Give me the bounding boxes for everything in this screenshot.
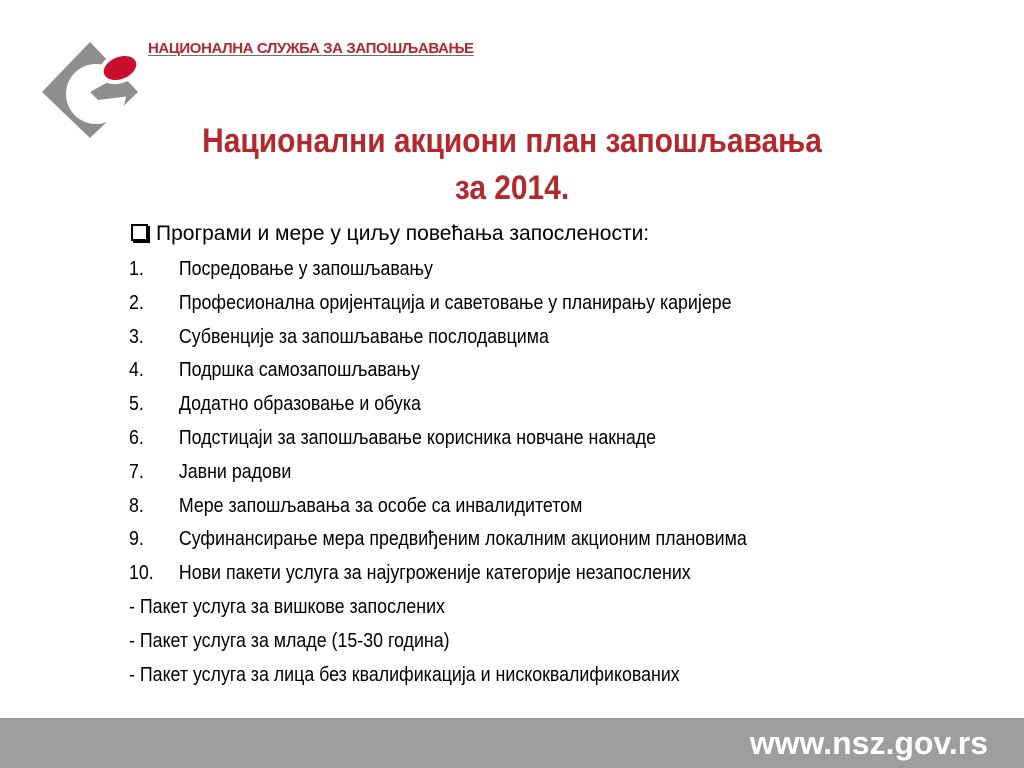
item-number: 10. <box>129 562 154 585</box>
website-link[interactable]: www.nsz.gov.rs <box>749 725 988 761</box>
programs-heading-text: Програми и мере у циљу повећања запослености: <box>156 222 650 245</box>
list-item <box>129 523 747 557</box>
list-item <box>129 557 747 591</box>
item-text: Посредовање у запошљавању <box>178 258 433 280</box>
item-text: Подстицаји за запошљавање корисника новчане накнаде <box>178 426 657 449</box>
footer-bar <box>0 718 1024 768</box>
item-text: Подршка самозапошљавању <box>178 359 420 382</box>
org-name: НАЦИОНАЛНА СЛУЖБА ЗА ЗАПОШЉАВАЊЕ <box>148 40 474 57</box>
item-text: Јавни радови <box>178 460 292 483</box>
title-line-1: Национални акциони план запошљавања <box>202 122 822 160</box>
list-item <box>129 287 747 321</box>
list-item <box>129 253 747 287</box>
item-number: 9. <box>129 528 144 551</box>
list-item <box>129 388 747 422</box>
item-number: 2. <box>129 291 144 314</box>
item-number: 1. <box>129 258 144 280</box>
item-number: 3. <box>129 325 144 348</box>
package-item: - Пакет услуга за лица без квалификација и нискоквалификованих <box>129 663 680 686</box>
list-item <box>129 456 747 490</box>
page-title <box>61 118 962 212</box>
item-text: Мере запошљавања за особе са инвалидитетом <box>178 494 583 517</box>
measures-list <box>129 253 747 692</box>
title-line-2: за 2014. <box>454 169 570 207</box>
list-item <box>129 354 747 388</box>
item-text: Нови пакети услуга за најугроженије категорије незапослених <box>178 562 691 585</box>
list-item <box>129 321 747 355</box>
item-number: 8. <box>129 494 144 517</box>
checkbox-bullet-icon <box>131 224 148 241</box>
item-number: 7. <box>129 460 144 483</box>
item-text: Суфинансирање мера предвиђеним локалним акционим плановима <box>178 528 747 551</box>
package-item: - Пакет услуга за вишкове запослених <box>129 595 445 618</box>
item-text: Субвенције за запошљавање послодавцима <box>178 325 549 348</box>
item-number: 4. <box>129 359 144 382</box>
item-number: 5. <box>129 393 144 416</box>
list-item <box>129 422 747 456</box>
item-number: 6. <box>129 426 144 449</box>
list-item <box>129 490 747 524</box>
item-text: Додатно образовање и обука <box>178 393 421 416</box>
package-item: - Пакет услуга за младе (15-30 година) <box>129 629 450 652</box>
item-text: Професионална оријентација и саветовање у планирању каријере <box>178 291 732 314</box>
programs-heading <box>131 221 649 247</box>
